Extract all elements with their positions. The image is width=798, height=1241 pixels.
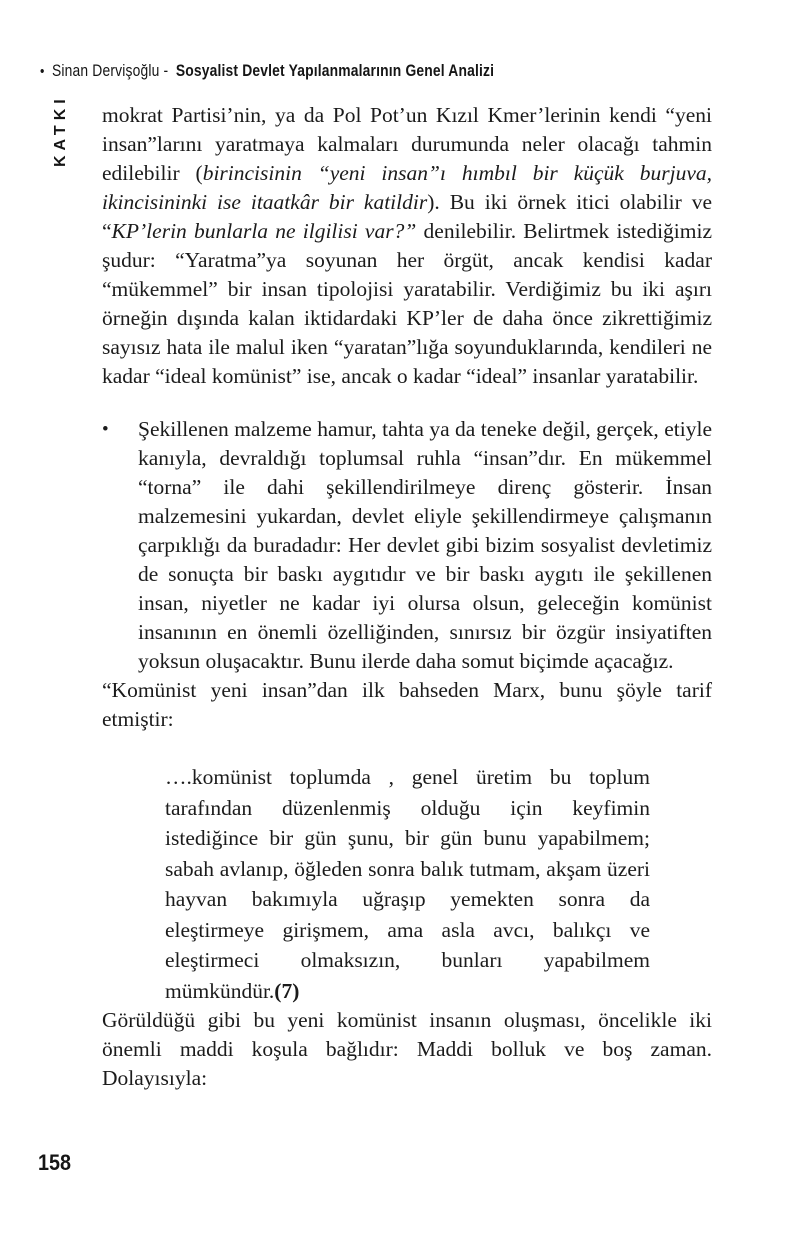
spine-label: KATKI	[52, 94, 69, 167]
paragraph-continued	[102, 101, 712, 391]
footnote-reference: (7)	[274, 978, 300, 1003]
paragraph-continued-italic-1: birincisinin “yeni insan”ı hımbıl bir küçük burjuva, ikincisininki ise itaatkâr bir katildir	[102, 161, 712, 214]
header-author: Sinan Dervişoğlu -	[51, 62, 169, 80]
block-quote-text: ….komünist toplumda , genel üretim bu toplum tarafından düzenlenmiş olduğu için keyfimin istediğince bir gün şunu, bir gün bunu yapabilmem; sabah avlanıp, öğleden sonra balık tutmam, akşam üzeri hayvan bakımıyla uğraşıp yemekten sonra da eleştirmeye girişmem, ama asla avcı, balıkçı ve eleştirmeci olmaksızın, bunları yapabilmem mümkündür.	[165, 765, 650, 1003]
running-header	[40, 62, 494, 81]
paragraph-continued-italic-2: KP’lerin bunlarla ne ilgilisi var?”	[111, 219, 417, 243]
paragraph-continued-text-2: ). Bu iki örnek itici olabilir ve “	[102, 190, 712, 243]
paragraph-continued-text: mokrat Partisi’nin, ya da Pol Pot’un Kızıl Kmer’lerinin kendi “yeni insan”larını yaratmaya kalmaları durumunda neler olacağı tahmin edilebilir (	[102, 103, 712, 185]
paragraph-closing: Görüldüğü gibi bu yeni komünist insanın oluşması, öncelikle iki önemli maddi koşula bağlıdır: Maddi bolluk ve boş zaman. Dolayısıyla:	[102, 1008, 712, 1090]
bullet-item-text: Şekillenen malzeme hamur, tahta ya da teneke değil, gerçek, etiyle kanıyla, devraldığı toplumsal ruhla “insan”dır. En mükemmel “torna” ile dahi şekillendirilmeye direnç gösterir. İnsan malzemesini yukardan, devlet eliyle şekillendirmeye çalışmanın çarpıklığı da buradadır: Her devlet gibi bizim sosyalist devletimiz de sonuçta bir baskı aygıtıdır ve bir baskı aygıtı ile şekillenen insan, niyetler ne kadar iyi olursa olsun, geleceğin komünist insanının en önemli özelliğinden, sınırsız bir özgür insiyatiften yoksun oluşacaktır. Bunu ilerde daha somut biçimde açacağız.	[138, 417, 712, 673]
paragraph-continued-text-3: denilebilir. Belirtmek istediğimiz şudur: “Yaratma”ya soyunan her örgüt, ancak kendisi kadar “mükemmel” bir insan tipolojisi yaratabilir. Verdiğimiz bu iki aşırı örneğin dışında kalan iktidardaki KP’ler de daha önce zikrettiğimiz sayısız hata ile malul iken “yaratan”lığa soyunduklarında, kendileri ne kadar “ideal komünist” ise, ancak o kadar “ideal” insanlar yaratabilir.	[102, 219, 713, 388]
block-quote	[165, 762, 650, 1006]
bullet-list-item	[102, 415, 712, 676]
body-text-column	[102, 101, 712, 1093]
page-number: 158	[38, 1150, 72, 1175]
header-bullet-icon: •	[40, 63, 45, 80]
paragraph-intro-quote: “Komünist yeni insan”dan ilk bahseden Marx, bunu şöyle tarif etmiştir:	[102, 678, 712, 731]
header-article-title: Sosyalist Devlet Yapılanmalarının Genel Analizi	[175, 62, 495, 80]
bullet-icon: •	[102, 419, 109, 440]
